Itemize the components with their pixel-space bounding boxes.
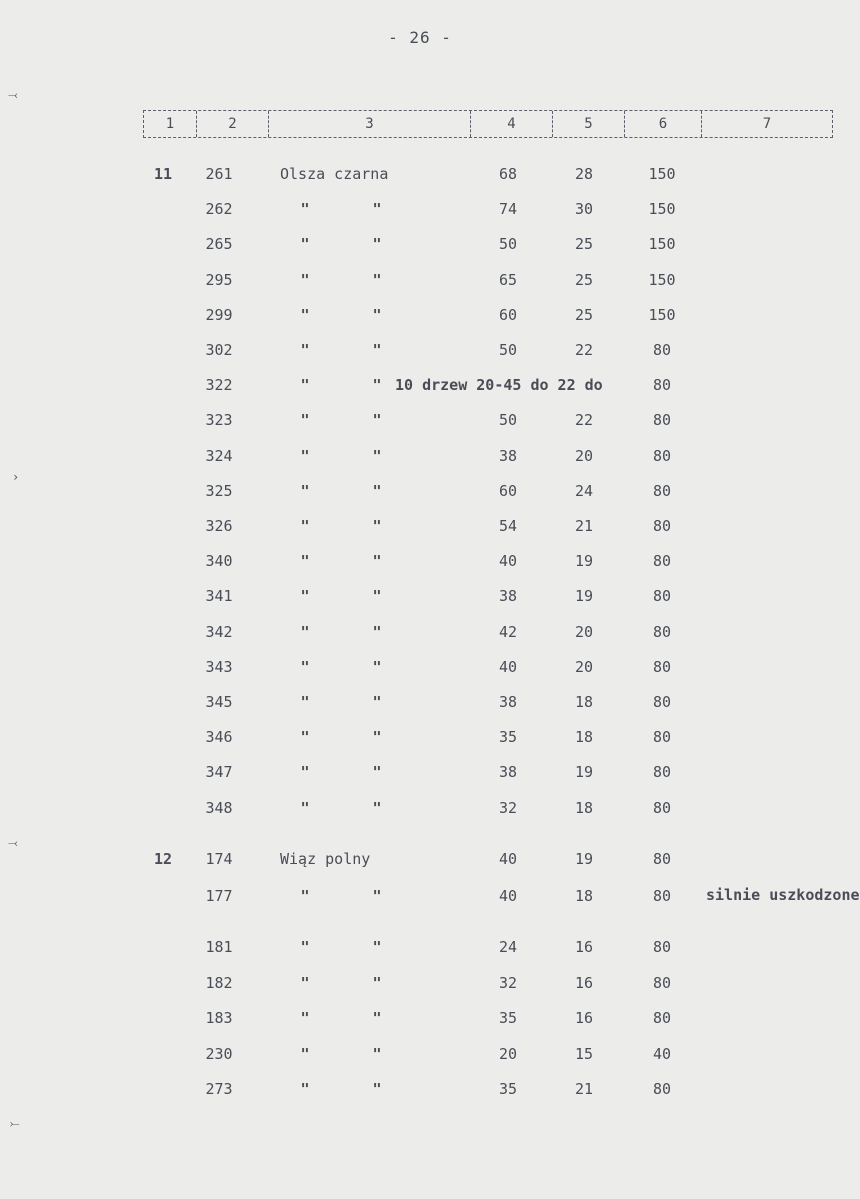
value-col-6: 80 bbox=[652, 693, 672, 711]
table-row bbox=[0, 304, 840, 326]
value-col-6: 80 bbox=[652, 622, 672, 641]
value-col-4: 65 bbox=[498, 270, 518, 289]
value-col-4: 54 bbox=[498, 517, 518, 535]
header-col-2: 2 bbox=[197, 111, 269, 137]
value-col-5: 25 bbox=[574, 270, 594, 289]
value-col-6: 150 bbox=[648, 200, 676, 219]
value-col-5: 19 bbox=[574, 552, 594, 571]
ditto-mark: " bbox=[372, 657, 382, 676]
ditto-mark: " bbox=[300, 798, 310, 817]
value-col-5: 16 bbox=[574, 1009, 594, 1027]
table-row bbox=[0, 691, 840, 713]
ditto-mark: " bbox=[300, 552, 310, 571]
ditto-mark: " bbox=[372, 1044, 382, 1063]
table-row bbox=[0, 797, 840, 819]
value-col-5: 19 bbox=[574, 587, 594, 606]
ditto-mark: " bbox=[300, 938, 310, 956]
value-col-5: 19 bbox=[574, 850, 594, 868]
table-row bbox=[0, 374, 840, 396]
value-col-6: 80 bbox=[652, 973, 672, 992]
value-col-4: 50 bbox=[498, 411, 518, 430]
tree-id: 177 bbox=[205, 887, 233, 905]
table-row bbox=[0, 198, 840, 220]
value-col-5: 15 bbox=[574, 1044, 594, 1063]
table-row bbox=[0, 1007, 840, 1029]
tree-id: 174 bbox=[205, 850, 233, 868]
ditto-mark: " bbox=[300, 973, 310, 992]
tree-id: 323 bbox=[205, 411, 233, 430]
value-col-5: 21 bbox=[574, 1080, 594, 1098]
value-col-5: 21 bbox=[574, 517, 594, 535]
ditto-mark: " bbox=[372, 887, 382, 905]
table-row bbox=[0, 1078, 840, 1100]
value-col-4: 50 bbox=[498, 235, 518, 254]
ditto-mark: " bbox=[300, 376, 310, 395]
table-row bbox=[0, 726, 840, 748]
table-row bbox=[0, 585, 840, 607]
value-col-6: 80 bbox=[652, 798, 672, 817]
ditto-mark: " bbox=[300, 411, 310, 430]
value-col-4: 20 bbox=[498, 1044, 518, 1063]
header-col-3: 3 bbox=[269, 111, 471, 137]
value-col-4: 38 bbox=[498, 587, 518, 606]
tree-id: 347 bbox=[205, 763, 233, 782]
ditto-mark: " bbox=[300, 200, 310, 219]
value-col-6: 80 bbox=[652, 481, 672, 500]
ditto-mark: " bbox=[372, 938, 382, 956]
value-col-5: 22 bbox=[574, 411, 594, 430]
tree-id: 322 bbox=[205, 376, 233, 395]
value-col-4: 40 bbox=[498, 552, 518, 571]
tree-id: 340 bbox=[205, 552, 233, 571]
ditto-mark: " bbox=[372, 411, 382, 430]
value-col-5: 20 bbox=[574, 622, 594, 641]
value-col-4: 50 bbox=[498, 341, 518, 359]
value-col-6: 80 bbox=[652, 517, 672, 535]
ditto-mark: " bbox=[372, 1009, 382, 1027]
value-col-5: 20 bbox=[574, 446, 594, 465]
table-header bbox=[143, 110, 833, 138]
value-col-6: 80 bbox=[652, 1009, 672, 1027]
tree-id: 302 bbox=[205, 341, 233, 359]
ditto-mark: " bbox=[300, 305, 310, 324]
value-col-6: 150 bbox=[648, 165, 676, 183]
value-col-4: 40 bbox=[498, 657, 518, 676]
ditto-mark: " bbox=[372, 728, 382, 747]
value-col-5: 20 bbox=[574, 657, 594, 676]
ditto-mark: " bbox=[300, 270, 310, 289]
value-col-4: 35 bbox=[498, 1080, 518, 1098]
table-row bbox=[0, 936, 840, 958]
value-col-4: 60 bbox=[498, 481, 518, 500]
header-col-6: 6 bbox=[625, 111, 702, 137]
value-col-6: 80 bbox=[652, 938, 672, 956]
ditto-mark: " bbox=[372, 446, 382, 465]
ditto-mark: " bbox=[372, 517, 382, 535]
tree-id: 183 bbox=[205, 1009, 233, 1027]
table-row bbox=[0, 550, 840, 572]
ditto-mark: " bbox=[372, 376, 382, 395]
ditto-mark: " bbox=[372, 200, 382, 219]
tree-id: 346 bbox=[205, 728, 233, 747]
ditto-mark: " bbox=[300, 657, 310, 676]
tree-id: 182 bbox=[205, 973, 233, 992]
header-col-1: 1 bbox=[144, 111, 197, 137]
table-row bbox=[0, 885, 860, 907]
value-col-5: 24 bbox=[574, 481, 594, 500]
margin-tick-mark: ⤙ bbox=[8, 88, 18, 102]
tree-id: 262 bbox=[205, 200, 233, 219]
value-col-4: 35 bbox=[498, 728, 518, 747]
tree-id: 261 bbox=[205, 165, 233, 183]
ditto-mark: " bbox=[372, 587, 382, 606]
table-row bbox=[0, 656, 840, 678]
value-col-5: 18 bbox=[574, 887, 594, 905]
value-col-5: 28 bbox=[574, 165, 594, 183]
ditto-mark: " bbox=[300, 1009, 310, 1027]
value-col-5: 18 bbox=[574, 728, 594, 747]
value-col-4: 74 bbox=[498, 200, 518, 219]
remark: silnie uszkodzone bbox=[706, 886, 860, 904]
value-col-5: 16 bbox=[574, 938, 594, 956]
value-col-6: 80 bbox=[652, 887, 672, 905]
page-number: - 26 - bbox=[388, 28, 452, 47]
value-col-5: 18 bbox=[574, 798, 594, 817]
header-col-7: 7 bbox=[762, 116, 772, 132]
table-row bbox=[0, 972, 840, 994]
table-row bbox=[0, 269, 840, 291]
ditto-mark: " bbox=[300, 1080, 310, 1098]
value-col-5: 25 bbox=[574, 235, 594, 254]
group-number: 11 bbox=[153, 165, 173, 183]
value-col-4: 35 bbox=[498, 1009, 518, 1027]
value-col-4: 38 bbox=[498, 446, 518, 465]
ditto-mark: " bbox=[372, 622, 382, 641]
value-col-4: 38 bbox=[498, 763, 518, 782]
value-col-4: 32 bbox=[498, 973, 518, 992]
table-row bbox=[0, 445, 840, 467]
value-col-5: 25 bbox=[574, 305, 594, 324]
value-col-4: 24 bbox=[498, 938, 518, 956]
table-row bbox=[0, 1043, 840, 1065]
ditto-mark: " bbox=[300, 763, 310, 782]
value-col-5: 30 bbox=[574, 200, 594, 219]
group-number: 12 bbox=[153, 850, 173, 868]
ditto-mark: " bbox=[300, 728, 310, 747]
value-col-4: 40 bbox=[498, 887, 518, 905]
ditto-mark: " bbox=[300, 587, 310, 606]
table-row bbox=[0, 233, 840, 255]
ditto-mark: " bbox=[300, 481, 310, 500]
value-col-5: 19 bbox=[574, 763, 594, 782]
table-row bbox=[0, 409, 840, 431]
ditto-mark: " bbox=[300, 446, 310, 465]
tree-id: 273 bbox=[205, 1080, 233, 1098]
ditto-mark: " bbox=[300, 235, 310, 254]
value-col-6: 80 bbox=[652, 763, 672, 782]
ditto-mark: " bbox=[372, 270, 382, 289]
tree-id: 230 bbox=[205, 1044, 233, 1063]
ditto-mark: " bbox=[372, 693, 382, 711]
value-col-6: 80 bbox=[652, 1080, 672, 1098]
tree-id: 342 bbox=[205, 622, 233, 641]
margin-tick-mark: ⤚ bbox=[10, 1116, 20, 1130]
ditto-mark: " bbox=[372, 552, 382, 571]
ditto-mark: " bbox=[372, 798, 382, 817]
tree-id: 345 bbox=[205, 693, 233, 711]
tree-id: 348 bbox=[205, 798, 233, 817]
ditto-mark: " bbox=[300, 887, 310, 905]
species-name: Wiąz polny bbox=[280, 850, 371, 868]
margin-tick-mark: ⤙ bbox=[8, 836, 18, 850]
table-row bbox=[0, 848, 840, 870]
tree-id: 326 bbox=[205, 517, 233, 535]
tree-id: 343 bbox=[205, 657, 233, 676]
header-col-4: 4 bbox=[471, 111, 553, 137]
tree-id: 324 bbox=[205, 446, 233, 465]
value-col-6: 80 bbox=[652, 850, 672, 868]
value-col-4: 32 bbox=[498, 798, 518, 817]
value-col-6: 80 bbox=[652, 587, 672, 606]
tree-id: 295 bbox=[205, 270, 233, 289]
table-row bbox=[0, 163, 840, 185]
value-col-5: 18 bbox=[574, 693, 594, 711]
ditto-mark: " bbox=[372, 305, 382, 324]
value-col-4: 40 bbox=[498, 850, 518, 868]
ditto-mark: " bbox=[300, 341, 310, 359]
value-col-4: 68 bbox=[498, 165, 518, 183]
ditto-mark: " bbox=[372, 1080, 382, 1098]
ditto-mark: " bbox=[372, 973, 382, 992]
tree-id: 325 bbox=[205, 481, 233, 500]
ditto-mark: " bbox=[300, 1044, 310, 1063]
value-col-6: 40 bbox=[652, 1044, 672, 1063]
value-col-6: 80 bbox=[652, 376, 672, 395]
header-col-5: 5 bbox=[553, 111, 625, 137]
value-col-6: 80 bbox=[652, 341, 672, 359]
ditto-mark: " bbox=[300, 622, 310, 641]
ditto-mark: " bbox=[372, 341, 382, 359]
tree-id: 341 bbox=[205, 587, 233, 606]
tree-id: 299 bbox=[205, 305, 233, 324]
species-name: Olsza czarna bbox=[280, 165, 389, 183]
value-col-5: 22 bbox=[574, 341, 594, 359]
value-col-4: 38 bbox=[498, 693, 518, 711]
value-col-6: 80 bbox=[652, 728, 672, 747]
margin-tick-mark: › bbox=[12, 470, 20, 484]
table-row bbox=[0, 621, 840, 643]
ditto-mark: " bbox=[372, 235, 382, 254]
ditto-mark: " bbox=[300, 693, 310, 711]
value-col-5: 16 bbox=[574, 973, 594, 992]
ditto-mark: " bbox=[300, 517, 310, 535]
tree-id: 265 bbox=[205, 235, 233, 254]
value-col-6: 80 bbox=[652, 552, 672, 571]
value-col-6: 80 bbox=[652, 446, 672, 465]
table-row bbox=[0, 339, 840, 361]
value-col-6: 150 bbox=[648, 270, 676, 289]
table-row bbox=[0, 480, 840, 502]
value-col-4: 60 bbox=[498, 305, 518, 324]
table-row bbox=[0, 515, 840, 537]
value-col-6: 80 bbox=[652, 411, 672, 430]
ditto-mark: " bbox=[372, 763, 382, 782]
row-note: 10 drzew 20-45 do 22 do bbox=[395, 376, 603, 395]
value-col-6: 150 bbox=[648, 305, 676, 324]
ditto-mark: " bbox=[372, 481, 382, 500]
value-col-6: 150 bbox=[648, 235, 676, 254]
value-col-4: 42 bbox=[498, 622, 518, 641]
value-col-6: 80 bbox=[652, 657, 672, 676]
tree-id: 181 bbox=[205, 938, 233, 956]
table-row bbox=[0, 761, 840, 783]
